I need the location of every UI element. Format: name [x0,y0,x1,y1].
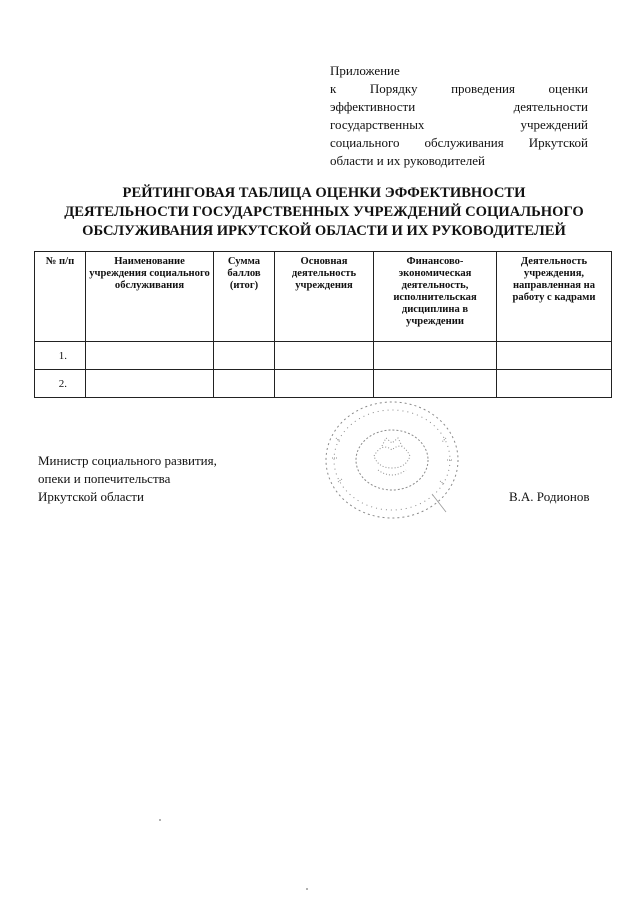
column-header-number: № п/п [35,252,86,342]
signer-position [38,452,217,506]
title-line: ОБСЛУЖИВАНИЯ ИРКУТСКОЙ ОБЛАСТИ И ИХ РУКОВОДИТЕЛЕЙ [82,223,566,239]
annex-line: государственных учреждений [330,117,588,132]
signer-position-line: Министр социального развития, [38,453,217,468]
row-number: 2. [35,370,86,398]
table-cell [275,342,374,370]
scan-speck [306,888,308,890]
signer-position-line: Иркутской области [38,489,144,504]
title-line: РЕЙТИНГОВАЯ ТАБЛИЦА ОЦЕНКИ ЭФФЕКТИВНОСТИ [122,185,526,201]
table-cell [374,342,497,370]
table-cell [275,370,374,398]
column-header-financial-activity: Финансово-экономическая деятельность, исполнительская дисциплина в учреждении [374,252,497,342]
table-cell [497,370,612,398]
table-cell [214,370,275,398]
table-cell [86,370,214,398]
signer-position-line: опеки и попечительства [38,471,171,486]
annex-line: эффективности деятельности [330,99,588,114]
table-cell [497,342,612,370]
annex-line: области и их руководителей [330,153,486,168]
rating-table [34,251,612,398]
signer-name: В.А. Родионов [509,489,590,504]
scan-speck [159,819,161,821]
row-number: 1. [35,342,86,370]
column-header-main-activity: Основная деятельность учреждения [275,252,374,342]
table-cell [214,342,275,370]
table-row [35,370,612,398]
annex-line: Приложение [330,63,400,78]
annex-note [330,62,588,170]
annex-line: к Порядку проведения оценки [330,81,588,96]
column-header-total-score: Сумма баллов (итог) [214,252,275,342]
table-cell [86,342,214,370]
official-seal-icon [312,398,472,526]
title-line: ДЕЯТЕЛЬНОСТИ ГОСУДАРСТВЕННЫХ УЧРЕЖДЕНИЙ СОЦИАЛЬНОГО [64,204,584,220]
column-header-staff-activity: Деятельность учреждения, направленная на работу с кадрами [497,252,612,342]
table-header-row [35,252,612,342]
annex-line: социального обслуживания Иркутской [330,135,588,150]
column-header-institution: Наименование учреждения социального обслуживания [86,252,214,342]
document-title [40,184,608,241]
table-row [35,342,612,370]
table-cell [374,370,497,398]
